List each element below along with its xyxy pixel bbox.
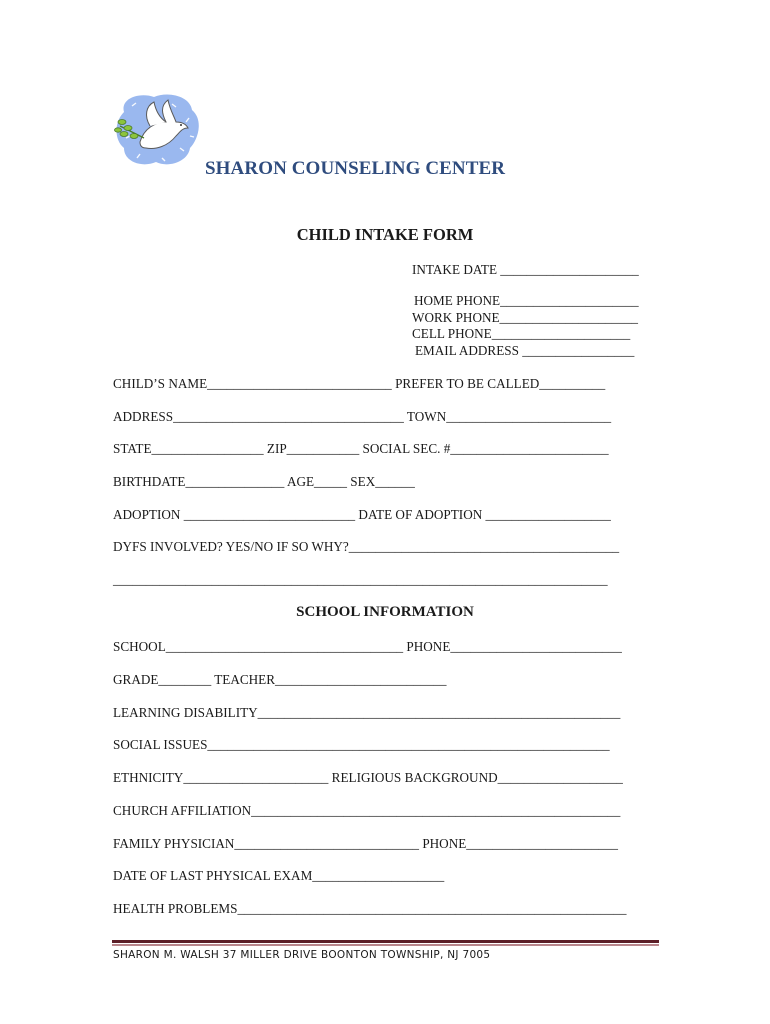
grade-teacher-field[interactable]: GRADE________ TEACHER__________________________	[113, 672, 447, 687]
footer-address: SHARON M. WALSH 37 MILLER DRIVE BOONTON TOWNSHIP, NJ 7005	[113, 949, 491, 961]
church-affiliation-field[interactable]: CHURCH AFFILIATION________________________________________________________	[113, 803, 621, 818]
address-field[interactable]: ADDRESS___________________________________ TOWN_________________________	[113, 409, 612, 424]
center-name: SHARON COUNSELING CENTER	[205, 158, 506, 179]
form-title: CHILD INTAKE FORM	[296, 225, 474, 244]
intake-date-field[interactable]: INTAKE DATE _____________________	[412, 262, 639, 277]
family-physician-field[interactable]: FAMILY PHYSICIAN____________________________ PHONE_______________________	[113, 836, 618, 851]
social-issues-field[interactable]: SOCIAL ISSUES_____________________________________________________________	[113, 737, 610, 752]
learning-disability-field[interactable]: LEARNING DISABILITY_______________________________________________________	[113, 705, 621, 720]
footer-divider	[112, 940, 659, 943]
email-field[interactable]: EMAIL ADDRESS _________________	[415, 343, 635, 358]
state-zip-ssn-field[interactable]: STATE_________________ ZIP___________ SOCIAL SEC. #________________________	[113, 441, 609, 456]
dyfs-continuation-line[interactable]: ___________________________________________________________________________	[113, 572, 608, 587]
dyfs-field[interactable]: DYFS INVOLVED? YES/NO IF SO WHY?_________________________________________	[113, 539, 620, 554]
health-problems-field[interactable]: HEALTH PROBLEMS___________________________________________________________	[113, 901, 627, 916]
cell-phone-field[interactable]: CELL PHONE_____________________	[412, 326, 631, 341]
birthdate-age-sex-field[interactable]: BIRTHDATE_______________ AGE_____ SEX______	[113, 474, 415, 489]
ethnicity-religion-field[interactable]: ETHNICITY______________________ RELIGIOUS BACKGROUND___________________	[113, 770, 623, 785]
childs-name-field[interactable]: CHILD’S NAME____________________________ PREFER TO BE CALLED__________	[113, 376, 606, 391]
school-information-heading: SCHOOL INFORMATION	[296, 604, 474, 620]
dove-with-olive-branch-icon	[110, 92, 202, 168]
adoption-field[interactable]: ADOPTION __________________________ DATE OF ADOPTION ___________________	[113, 507, 611, 522]
work-phone-field[interactable]: WORK PHONE_____________________	[412, 310, 639, 325]
last-physical-exam-field[interactable]: DATE OF LAST PHYSICAL EXAM____________________	[113, 868, 445, 883]
school-phone-field[interactable]: SCHOOL____________________________________ PHONE__________________________	[113, 639, 622, 654]
footer-divider-shadow	[112, 944, 659, 946]
home-phone-field[interactable]: HOME PHONE_____________________	[414, 293, 639, 308]
